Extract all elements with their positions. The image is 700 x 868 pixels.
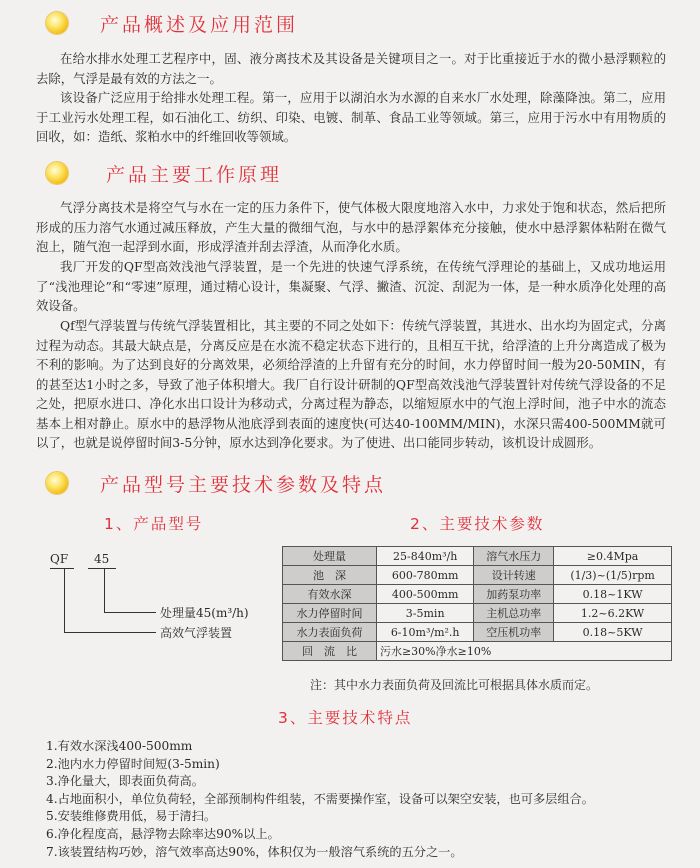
model-code-diagram <box>50 548 280 648</box>
table-row <box>283 642 672 661</box>
table-row <box>283 547 672 566</box>
section-bullet-icon <box>46 472 68 494</box>
param-value: (1/3)~(1/5)rpm <box>554 566 672 585</box>
param-key: 溶气水压力 <box>474 547 554 566</box>
list-item: 5.安装维修费用低，易于清扫。 <box>46 809 217 824</box>
param-value: 25-840m³/h <box>376 547 473 566</box>
list-item: 2.池内水力停留时间短(3-5min) <box>46 756 220 771</box>
capacity-label: 处理量45(m³/h) <box>160 606 249 620</box>
params-note: 注：其中水力表面负荷及回流比可根据具体水质而定。 <box>310 678 599 692</box>
param-key: 处理量 <box>283 547 377 566</box>
list-item: 7.该装置结构巧妙，溶气效率高达90%，体积仅为一般溶气系统的五分之一。 <box>46 844 463 859</box>
param-key: 空压机功率 <box>474 623 554 642</box>
param-value: 6-10m³/m².h <box>376 623 473 642</box>
list-item: 1.有效水深浅400-500mm <box>46 739 193 753</box>
param-key: 回 流 比 <box>283 642 377 661</box>
param-key: 水力表面负荷 <box>283 623 377 642</box>
param-value: 600-780mm <box>376 566 473 585</box>
param-key: 设计转速 <box>474 566 554 585</box>
section-title-overview: 产品概述及应用范围 <box>100 14 299 36</box>
model-prefix: QF <box>50 552 69 566</box>
capacity-leader-line <box>104 612 156 613</box>
name-leader-line <box>64 568 65 632</box>
param-key: 池 深 <box>283 566 377 585</box>
section-bullet-icon <box>46 162 68 184</box>
param-key: 主机总功率 <box>474 604 554 623</box>
table-row <box>283 623 672 642</box>
principle-paragraph-3: Qf型气浮装置与传统气浮装置相比，其主要的不同之处如下：传统气浮装置，其进水、出水均为固定式，分离过程为动态。其最大缺点是，分离反应是在水流不稳定状态下进行的，且相互干扰，给浮渣的上升分离造成了极为不利的影响。为了达到良好的分离效果，必须给浮渣的上升留有充分的时间，水力停留时间一般为20-50MIN，有的甚至达1小时之多，导致了池子体积增大。我厂自行设计研制的QF型高效浅池气浮装置针对传统气浮设备的不足之处，把原水进口、净化水出口设计为移动式，分离过程为静态，以缩短原水中的气泡上浮时间，池子中水的流态基本上相对静止。原水中的悬浮物从池底浮到表面的速度快(可达40-100MM/MIN)，水深只需400-500MM就可以了，也就是说停留时间3-5分钟，原水达到净化要求。为了使进、出口能同步转动，该机设计成圆形。 <box>36 318 666 450</box>
list-item: 6.净化程度高，悬浮物去除率达90%以上。 <box>46 826 280 841</box>
section-bullet-icon <box>46 12 68 34</box>
features-subtitle: 3、主要技术特点 <box>278 709 413 727</box>
param-value: 0.18~5KW <box>554 623 672 642</box>
param-value: ≥0.4Mpa <box>554 547 672 566</box>
name-label: 高效气浮装置 <box>160 626 233 640</box>
model-prefix-underline <box>50 568 74 569</box>
model-number: 45 <box>94 552 110 566</box>
principle-paragraph-1: 气浮分离技术是将空气与水在一定的压力条件下，使气体极大限度地溶入水中，力求处于饱和状态，然后把所形成的压力溶气水通过减压释放，产生大量的微细气泡，与水中的悬浮絮体充分接触，使水中悬浮絮体粘附在微气泡上，随气泡一起浮到水面，形成浮渣并刮去浮渣，从而净化水质。 <box>36 200 666 254</box>
list-item: 3.净化量大，即表面负荷高。 <box>46 774 204 789</box>
overview-paragraph-2: 该设备广泛应用于给排水处理工程。第一，应用于以湖泊水为水源的自来水厂水处理，除藻降浊。第二，应用于工业污水处理工程，如石油化工、纺织、印染、电镀、制革、食品工业等领域。第三，应用于污水中有用物质的回收，如：造纸、浆粕水中的纤维回收等领域。 <box>36 90 666 144</box>
section-title-principle: 产品主要工作原理 <box>106 164 283 186</box>
principle-paragraph-2: 我厂开发的QF型高效浅池气浮装置，是一个先进的快速气浮系统，在传统气浮理论的基础上，又成功地运用了“浅池理论”和“零速”原理，通过精心设计，集凝聚、气浮、撇渣、沉淀、刮泥为一体，是一种水质净化处理的高效设备。 <box>36 259 666 313</box>
overview-paragraph-1: 在给水排水处理工艺程序中，固、液分离技术及其设备是关键项目之一。对于比重接近于水的微小悬浮颗粒的去除，气浮是最有效的方法之一。 <box>36 51 666 86</box>
features-list <box>46 738 594 861</box>
param-value: 3-5min <box>376 604 473 623</box>
capacity-leader-line <box>104 568 105 612</box>
param-key: 水力停留时间 <box>283 604 377 623</box>
params-subtitle: 2、主要技术参数 <box>410 515 545 533</box>
table-row <box>283 604 672 623</box>
table-row <box>283 566 672 585</box>
param-key: 有效水深 <box>283 585 377 604</box>
param-value: 1.2~6.2KW <box>554 604 672 623</box>
param-value: 0.18~1KW <box>554 585 672 604</box>
technical-parameters-table <box>282 546 672 661</box>
param-value: 污水≥30%净水≥10% <box>376 642 671 661</box>
param-value: 400-500mm <box>376 585 473 604</box>
list-item: 4.占地面积小，单位负荷轻，全部预制构件组装，不需要操作室，设备可以架空安装，也可多层组合。 <box>46 791 594 806</box>
table-row <box>283 585 672 604</box>
param-key: 加药泵功率 <box>474 585 554 604</box>
model-subtitle: 1、产品型号 <box>104 515 204 533</box>
model-number-underline <box>88 568 116 569</box>
section-title-specs: 产品型号主要技术参数及特点 <box>100 474 387 496</box>
name-leader-line <box>64 632 156 633</box>
